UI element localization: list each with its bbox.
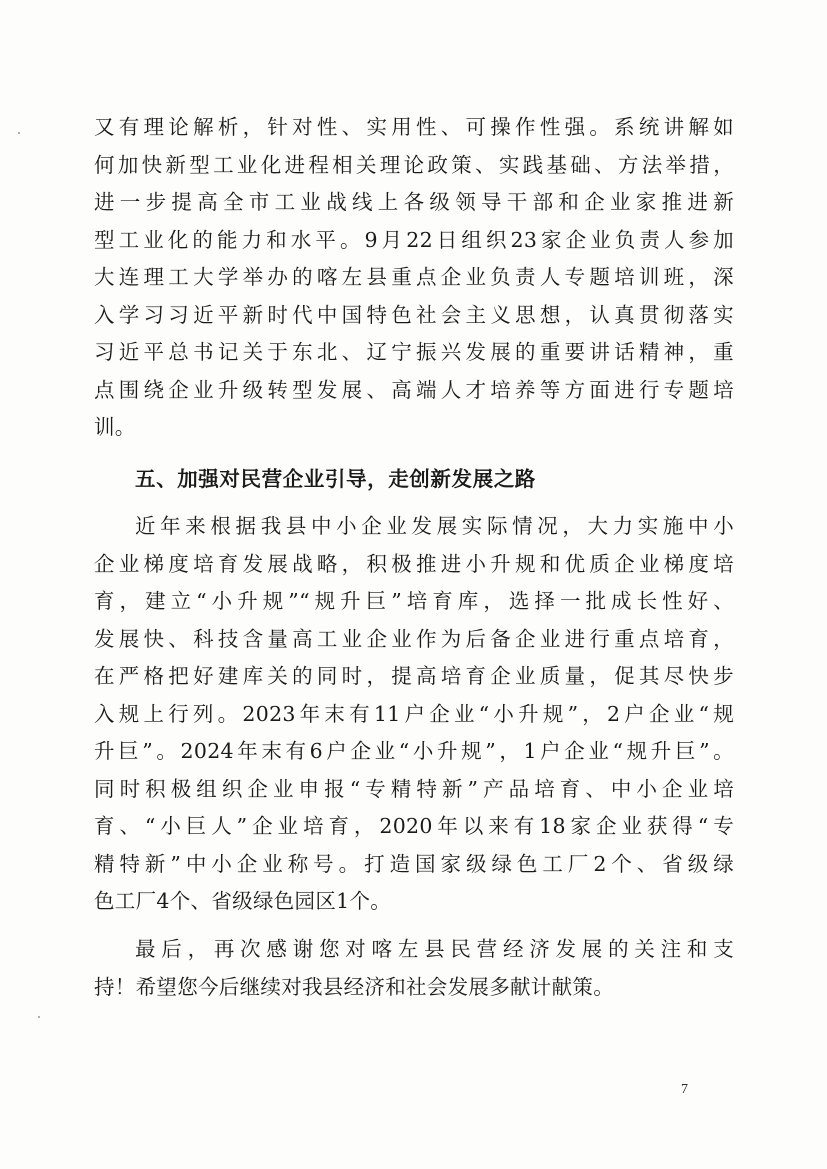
page-number: 7 bbox=[681, 1082, 688, 1097]
paragraph-section5 bbox=[94, 508, 734, 921]
text-line: 习近平总书记关于东北、辽宁振兴发展的重要讲话精神，重 bbox=[94, 340, 734, 364]
text-line: 进一步提高全市工业战线上各级领导干部和企业家推进新 bbox=[94, 190, 734, 214]
text-line: 型工业化的能力和水平。9月22日组织23家企业负责人参加 bbox=[94, 227, 734, 252]
text-line: 企业梯度培育发展战略，积极推进小升规和优质企业梯度培 bbox=[94, 551, 734, 576]
section-heading: 五、加强对民营企业引导，走创新发展之路 bbox=[135, 467, 536, 491]
text-line: 点围绕企业升级转型发展、高端人才培养等方面进行专题培 bbox=[94, 377, 734, 402]
text-line: 训。 bbox=[94, 415, 136, 439]
text-line: 又有理论解析，针对性、实用性、可操作性强。系统讲解如 bbox=[94, 115, 734, 139]
text-line: 在严格把好建库关的同时，提高培育企业质量，促其尽快步 bbox=[94, 664, 734, 688]
text-line: 何加快新型工业化进程相关理论政策、实践基础、方法举措， bbox=[94, 152, 734, 177]
scan-speck bbox=[38, 1016, 40, 1018]
section-heading-block bbox=[94, 461, 734, 499]
text-line: 发展快、科技含量高工业企业作为后备企业进行重点培育， bbox=[94, 626, 734, 651]
text-line: 色工厂4个、省级绿色园区1个。 bbox=[94, 889, 392, 913]
text-line: 升巨”。2024年末有6户企业“小升规”，1户企业“规升巨”。 bbox=[94, 739, 734, 763]
text-line: 最后，再次感谢您对喀左县民营经济发展的关注和支 bbox=[135, 937, 734, 961]
text-line: 持！希望您今后继续对我县经济和社会发展多献计献策。 bbox=[94, 974, 614, 999]
text-line: 育、“小巨人”企业培育，2020年以来有18家企业获得“专 bbox=[94, 814, 734, 838]
scan-speck bbox=[18, 132, 20, 134]
text-line: 同时积极组织企业申报“专精特新”产品培育、中小企业培 bbox=[94, 776, 734, 801]
text-line: 入学习习近平新时代中国特色社会主义思想，认真贯彻落实 bbox=[94, 302, 734, 327]
text-line: 大连理工大学举办的喀左县重点企业负责人专题培训班，深 bbox=[94, 265, 734, 289]
text-line: 近年来根据我县中小企业发展实际情况，大力实施中小 bbox=[135, 514, 734, 538]
paragraph-closing bbox=[94, 931, 734, 1006]
text-line: 精特新”中小企业称号。打造国家级绿色工厂2个、省级绿 bbox=[94, 851, 734, 876]
paragraph-continued bbox=[94, 109, 734, 447]
text-line: 入规上行列。2023年末有11户企业“小升规”，2户企业“规 bbox=[94, 701, 734, 726]
text-line: 育，建立“小升规”“规升巨”培育库，选择一批成长性好、 bbox=[94, 589, 734, 613]
